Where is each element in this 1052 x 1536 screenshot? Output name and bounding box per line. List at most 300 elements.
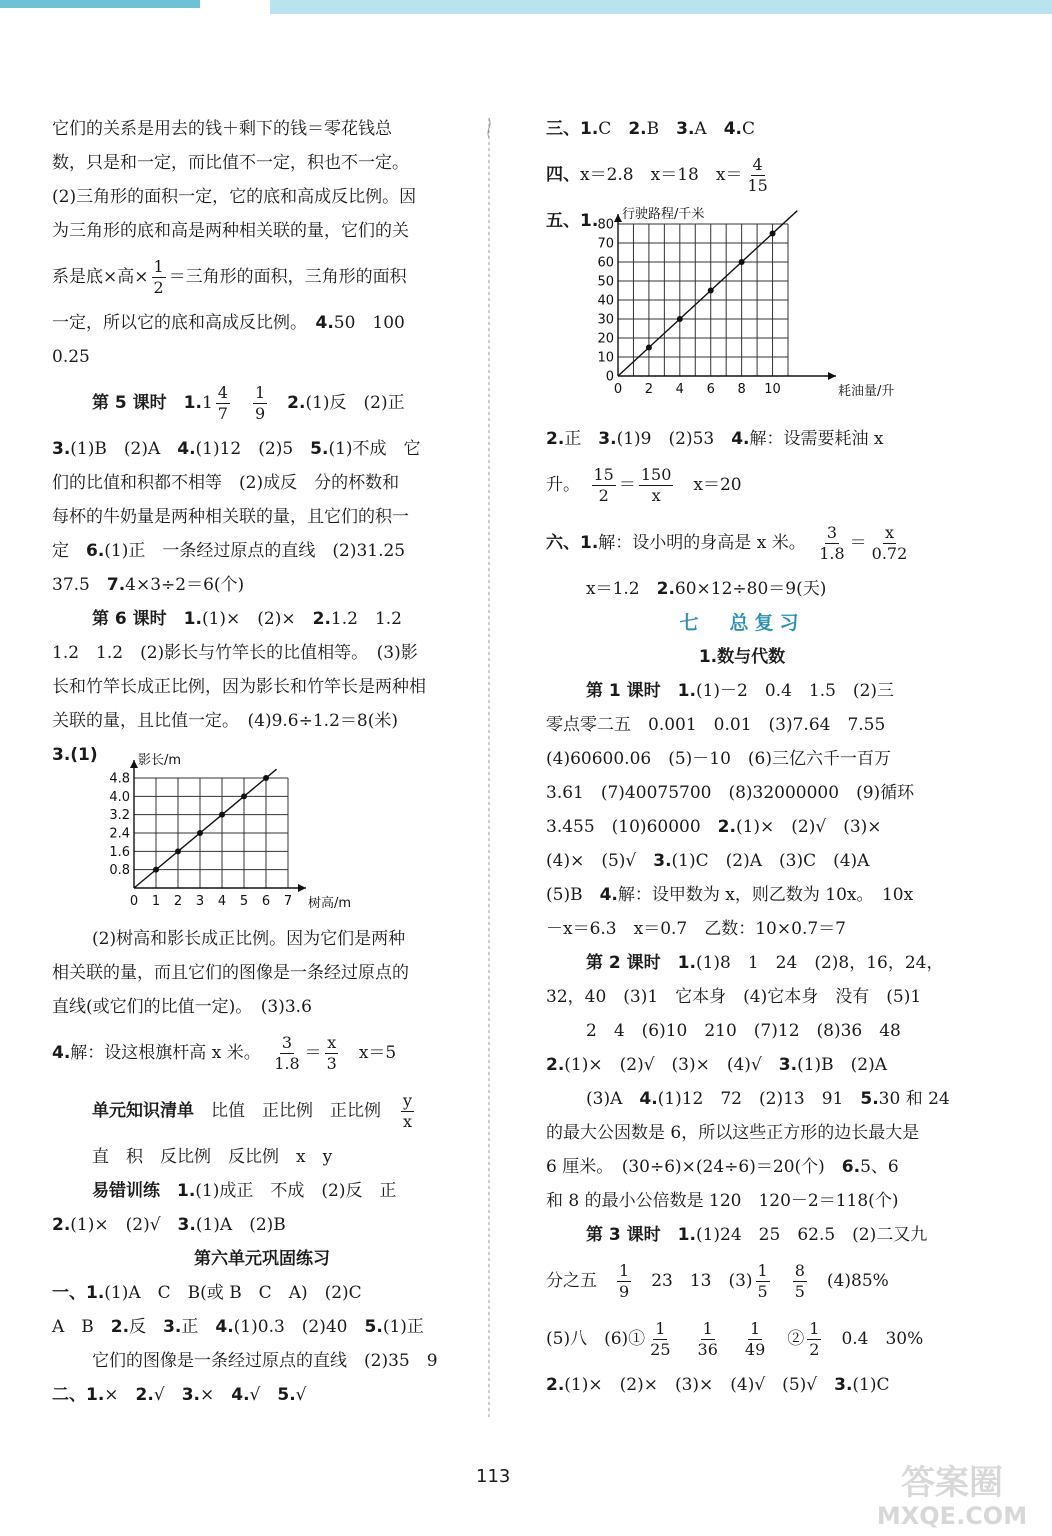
text: (5)B [546,885,600,905]
fraction [870,523,910,564]
text-line [52,306,472,340]
text-line [52,374,472,432]
text: 关联的量，且比值一定。 (4)9.6÷1.2＝8(米) [52,711,398,731]
text: (1)－2 0.4 1.5 (2)三 [695,681,895,701]
text-line [546,776,938,810]
text: (1)C [852,1375,890,1395]
item-number: 2. [628,119,647,139]
text: 32，40 (3)1 它本身 (4)它本身 没有 (5)1 [546,987,922,1007]
unit-heading [52,1242,472,1276]
item-number: 六、1. [546,533,599,553]
text-line [52,340,472,374]
text: (1)A C B(或 B C A) (2)C [104,1283,362,1303]
text: (1)0.3 (2)40 [233,1317,365,1337]
item-number: 3. [778,1055,798,1075]
x-axis-arrow [298,884,306,892]
text-line [546,708,938,742]
text: 它们的关系是用去的钱＋剩下的钱＝零花钱总 [52,119,392,139]
item-number: 5. [364,1317,383,1337]
text-line [546,1252,938,1310]
fraction-den: 2 [809,1340,820,1359]
fraction [743,1319,767,1360]
x-tick-label: 5 [239,894,249,909]
text: 50 100 [333,313,405,333]
text: ＝三角形的面积，三角形的面积 [168,267,407,287]
text: x＝2.8 x＝18 x＝ [580,165,743,185]
fraction [817,523,846,564]
text: 相关联的量，而且它们的图像是一条经过原点的 [52,963,409,983]
fraction-den: 2 [598,486,609,505]
text: A B [52,1317,111,1337]
fraction-num: 1 [757,1261,768,1280]
text: (5)八 (6)① [546,1329,646,1349]
watermark-line2: MXQE.COM [876,1502,1028,1530]
text: (1)C (2)A (3)C (4)A [671,851,870,871]
text: 零点零二五 0.001 0.01 (3)7.64 7.55 [546,715,886,735]
text-line [546,1082,950,1116]
item-number: 2. [135,1385,154,1405]
text: (1)B (2)A [70,439,178,459]
fraction-num: x [884,523,894,542]
text-line [52,1344,472,1378]
text: B [646,119,677,139]
fraction-den: 36 [697,1340,718,1359]
text: ② [787,1329,805,1349]
item-number: 3. [653,851,672,871]
text: 解：设需要耗油 x [749,429,884,449]
item-number: 2. [656,579,675,599]
text: 直 积 反比例 反比例 x y [92,1147,333,1167]
data-point [241,793,247,799]
text-line [546,980,938,1014]
text: 60×12÷80＝9(天) [674,579,827,599]
text: (2)三角形的面积一定，它的底和高成反比例。因 [52,187,417,207]
text-line [52,1276,472,1310]
text: 为三角形的底和高是两种相关联的量，它们的关 [52,221,409,241]
text-line [546,878,938,912]
fraction-num: 3 [826,523,838,542]
text: 定 [52,541,86,561]
text: 解：设甲数为 x，则乙数为 10x。 10x [617,885,914,905]
data-point [677,316,683,322]
text: 正 [564,429,599,449]
data-point [739,259,745,265]
y-tick-label: 20 [597,331,614,347]
text: 直线(或它们的比值一定)。 (3)3.6 [52,997,312,1017]
text: (2)树高和影长成正比例。因为它们是两种 [92,929,406,949]
data-point [175,848,181,854]
item-number: 5. [860,1089,879,1109]
text-line [52,1024,472,1082]
text-line [52,1140,472,1174]
top-decorative-band [0,0,1052,18]
text-line [52,1082,472,1140]
text-line [52,568,472,602]
text-line [546,422,938,456]
fraction-den: 9 [254,404,266,423]
text: x＝20 [693,475,742,495]
fraction [756,1261,770,1302]
y-tick-label: 40 [597,293,614,309]
item-number: 4. [52,1043,71,1063]
text: ＝ [618,475,636,495]
chart-tree-height-shadow [100,753,352,920]
item-number: 6. [86,541,105,561]
y-axis-arrow [614,214,622,222]
y-tick-label: 60 [597,255,614,271]
fraction [253,383,267,424]
data-point [263,775,269,781]
fraction-num: 1 [809,1319,820,1338]
fraction [793,1261,807,1302]
text: √ [153,1385,182,1405]
item-number: 一、1. [52,1283,105,1303]
item-number: 1. [677,953,696,973]
lesson-title: 第 2 课时 [586,953,661,973]
fraction-num: 15 [593,465,614,484]
item-number: 4. [231,1385,250,1405]
text-line [546,912,938,946]
text: 解：设小明的身高是 x 米。 [598,533,798,553]
text-line [52,670,472,704]
text-line [52,636,472,670]
item-number: 4. [723,119,742,139]
item-number: 3. [676,119,695,139]
item-number: 1. [183,393,202,413]
y-tick-label: 50 [597,274,614,290]
text: 分之五 [546,1271,597,1291]
text: －x＝6.3 x＝0.7 乙数：10×0.7＝7 [546,919,846,939]
y-tick-label: 30 [597,312,614,328]
y-axis-label: 影长/m [138,753,182,768]
fraction-num: 1 [153,257,164,276]
text: (4)× (5)√ [546,851,654,871]
text-line [52,466,472,500]
text: 数，只是和一定，而比值不一定，积也不一定。 [52,153,409,173]
text: A [694,119,724,139]
text: 每杯的牛奶量是两种相关联的量，且它们的积一 [52,507,409,527]
text-line [546,514,938,572]
text-line [546,146,938,204]
text: 们的比值和积都不相等 (2)成反 分的杯数和 [52,473,400,493]
x-tick-label: 1 [151,894,161,909]
item-number: 4. [315,313,334,333]
text: 比值 正比例 正比例 [211,1101,381,1121]
item-number: 5. [310,439,329,459]
text: 1.数与代数 [698,647,786,667]
text: (1)反 (2)正 [305,393,405,413]
fraction-num: 1 [655,1319,666,1338]
item-number: 1. [677,1225,696,1245]
item-number: 2. [52,1215,71,1235]
fraction [696,1319,720,1360]
fraction-den: 9 [619,1282,630,1301]
text: 长和竹竿长成正比例，因为影长和竹竿长是两种相 [52,677,426,697]
text-line [52,432,472,466]
item-number: 7. [106,575,126,595]
text: (1)× (2)√ (3)× (4)√ [564,1055,779,1075]
text: (1)8 1 24 (2)8，16，24， [695,953,944,973]
item-number: 2. [312,609,331,629]
data-point [153,867,159,873]
fraction [617,1261,631,1302]
text: 第六单元巩固练习 [194,1249,330,1269]
text: ＝ [849,533,867,553]
y-axis-arrow [130,760,138,768]
item-number: 1. [183,609,202,629]
text: 升。 [546,475,572,495]
fraction-num: 8 [794,1261,805,1280]
text: (1)成正 不成 (2)反 正 [195,1181,397,1201]
x-tick-label: 8 [737,382,746,397]
watermark-line1: 答案圈 [901,1463,1003,1503]
item-number: 四、 [546,165,580,185]
x-tick-label: 4 [675,382,684,397]
lesson-title: 第 1 课时 [586,681,661,701]
text-line [546,810,938,844]
text-line [546,674,938,708]
fraction-den: 1.8 [274,1054,300,1073]
x-tick-label: 0 [129,894,139,909]
fraction-num: y [403,1091,413,1110]
fraction-num: 3 [281,1033,293,1052]
text-line [52,146,472,180]
item-number: 2. [287,393,306,413]
item-number: 2. [546,429,565,449]
text-line [546,1116,938,1150]
top-band-dark [0,0,200,8]
fraction-den: 15 [747,176,768,195]
text: √ [249,1385,278,1405]
text: (4)60600.06 (5)－10 (6)三亿六千一百万 [546,749,891,769]
y-tick-label: 2.4 [109,826,130,842]
text: (1)正 一条经过原点的直线 (2)31.25 [104,541,406,561]
text-line [52,180,472,214]
fraction [592,465,616,506]
x-tick-label: 3 [195,894,205,909]
text: 1 [201,393,213,413]
text: x＝5 [358,1043,397,1063]
fraction-den: 1.8 [819,544,845,563]
fraction [401,1091,414,1132]
subsection-heading [546,640,938,674]
item-number: 三、1. [546,119,599,139]
x-axis-label: 树高/m [308,896,352,911]
text: 1.2 1.2 [330,609,402,629]
fraction-den: 7 [217,404,228,423]
text-line [52,1208,472,1242]
text-line [546,742,938,776]
y-tick-label: 1.6 [109,844,130,860]
text: C [598,119,629,139]
x-tick-label: 4 [217,894,227,909]
text-line [546,1048,938,1082]
item-number: 6. [841,1157,861,1177]
y-tick-label: 70 [597,236,614,252]
fraction [152,257,166,298]
text-line [546,1184,938,1218]
lesson-title: 第 5 课时 [92,393,167,413]
item-number: 4. [215,1317,234,1337]
text-line [52,1310,472,1344]
item-number: 3. [177,1215,196,1235]
item-number: 2. [110,1317,130,1337]
text: (1)× (2)× (3)× (4)√ (5)√ [564,1375,835,1395]
item-number: 1. [677,681,696,701]
text-line [52,500,472,534]
text-line [52,534,472,568]
text: (1)A (2)B [195,1215,286,1235]
fraction-den: 5 [757,1282,768,1301]
x-tick-label: 7 [283,894,293,909]
text: × [104,1385,136,1405]
column-divider [487,118,491,1418]
text: (1)B (2)A [797,1055,888,1075]
item-number: 3.(1) [52,745,98,765]
text: 6 厘米。 (30÷6)×(24÷6)＝20(个) [546,1157,842,1177]
section-title: 单元知识清单 [92,1101,194,1121]
fraction-num: x [327,1033,337,1052]
fraction [272,1033,301,1074]
page-number: 113 [476,1466,511,1487]
text: x＝1.2 [586,579,657,599]
fraction-den: 2 [153,278,164,297]
text: 3.455 (10)60000 [546,817,718,837]
fraction-den: 5 [794,1282,805,1301]
item-number: 3. [834,1375,853,1395]
text: 的最大公因数是 6，所以这些正方形的边长最大是 [546,1123,920,1143]
text-line [546,1310,938,1368]
text: (1)× (2)√ [70,1215,178,1235]
text: (1)不成 它 [328,439,421,459]
text-line [52,602,472,636]
item-number: 3. [163,1317,182,1337]
item-number: 4. [731,429,750,449]
data-point [219,812,225,818]
text-line [546,456,938,514]
chart-fuel-distance [588,207,895,412]
text-line [52,214,472,248]
item-number: 5. [277,1385,296,1405]
item-number: 二、1. [52,1385,105,1405]
watermark-logo [862,1452,1042,1532]
data-point [646,345,652,351]
text-line [546,844,938,878]
top-band-light [270,0,1052,14]
text-line [52,248,472,306]
text: 和 8 的最小公倍数是 120 120－2＝118(个) [546,1191,899,1211]
x-tick-label: 6 [261,894,271,909]
text-line [52,1378,472,1412]
fraction [745,155,769,196]
item-number: 4. [639,1089,658,1109]
lesson-title: 第 6 课时 [92,609,167,629]
fraction-num: 1 [702,1319,713,1338]
fraction-num: 4 [752,155,763,174]
text: (1)12 (2)5 [195,439,311,459]
fraction-den: 0.72 [871,544,908,563]
text: (4)85% [826,1271,889,1291]
fraction [216,383,230,424]
x-tick-label: 6 [706,382,715,397]
fraction [648,1319,672,1360]
y-tick-label: 10 [597,350,614,366]
text: C [741,119,755,139]
fraction-den: 25 [650,1340,671,1359]
text: 30 和 24 [878,1089,950,1109]
data-point [708,288,714,294]
fraction-den: x [403,1112,413,1131]
text: 37.5 [52,575,107,595]
text-line [546,946,944,980]
item-number: 2. [546,1055,565,1075]
text: 解：设这根旗杆高 x 米。 [70,1043,253,1063]
text-line [546,1014,938,1048]
text-line [52,956,472,990]
text: 2 4 (6)10 210 (7)12 (8)36 48 [586,1021,901,1041]
text-line [52,704,472,738]
fraction [807,1319,821,1360]
x-axis-arrow [828,372,836,380]
lesson-title: 第 3 课时 [586,1225,661,1245]
text: (1)9 (2)53 [616,429,732,449]
text: 0.4 30% [841,1329,924,1349]
text-line [52,990,472,1024]
text-line [52,112,472,146]
text: (1)12 72 (2)13 91 [657,1089,861,1109]
text: √ [295,1385,307,1405]
data-point [197,830,203,836]
fraction-den: 3 [326,1054,337,1073]
text: 七 总复习 [679,612,805,634]
item-number: 4. [599,885,618,905]
chapter-heading [546,606,938,640]
text-line [546,112,938,146]
fraction [639,465,674,506]
x-tick-label: 2 [644,382,654,397]
text: 它们的图像是一条经过原点的直线 (2)35 9 [92,1351,438,1371]
item-number: 3. [181,1385,200,1405]
text-line [52,922,472,956]
item-number: 4. [177,439,196,459]
text: (1)× (2)× [201,609,313,629]
y-axis-label: 行驶路程/千米 [622,207,705,222]
x-tick-label: 2 [173,894,183,909]
text: 一定，所以它的底和高成反比例。 [52,313,299,333]
text: 系是底×高× [52,267,149,287]
fraction-num: 4 [217,383,228,402]
text: 23 13 (3) [651,1271,753,1291]
text-line [546,1218,938,1252]
y-tick-label: 0.8 [109,863,130,879]
x-tick-label: 10 [764,382,781,397]
item-number: 五、1. [546,211,599,231]
text-line [546,1150,938,1184]
text-line [52,1174,472,1208]
y-tick-label: 0 [605,369,614,385]
fraction-num: 1 [254,383,266,402]
text: 3.61 (7)40075700 (8)32000000 (9)循环 [546,783,915,803]
fraction-den: x [651,486,661,505]
text-line [546,572,938,606]
item-number: 1. [177,1181,196,1201]
fraction-den: 49 [744,1340,766,1359]
text: 4×3÷2＝6(个) [125,575,245,595]
fraction [325,1033,339,1074]
text: (1)正 [382,1317,424,1337]
text: × [199,1385,232,1405]
text: (1)× (2)√ (3)× [735,817,882,837]
